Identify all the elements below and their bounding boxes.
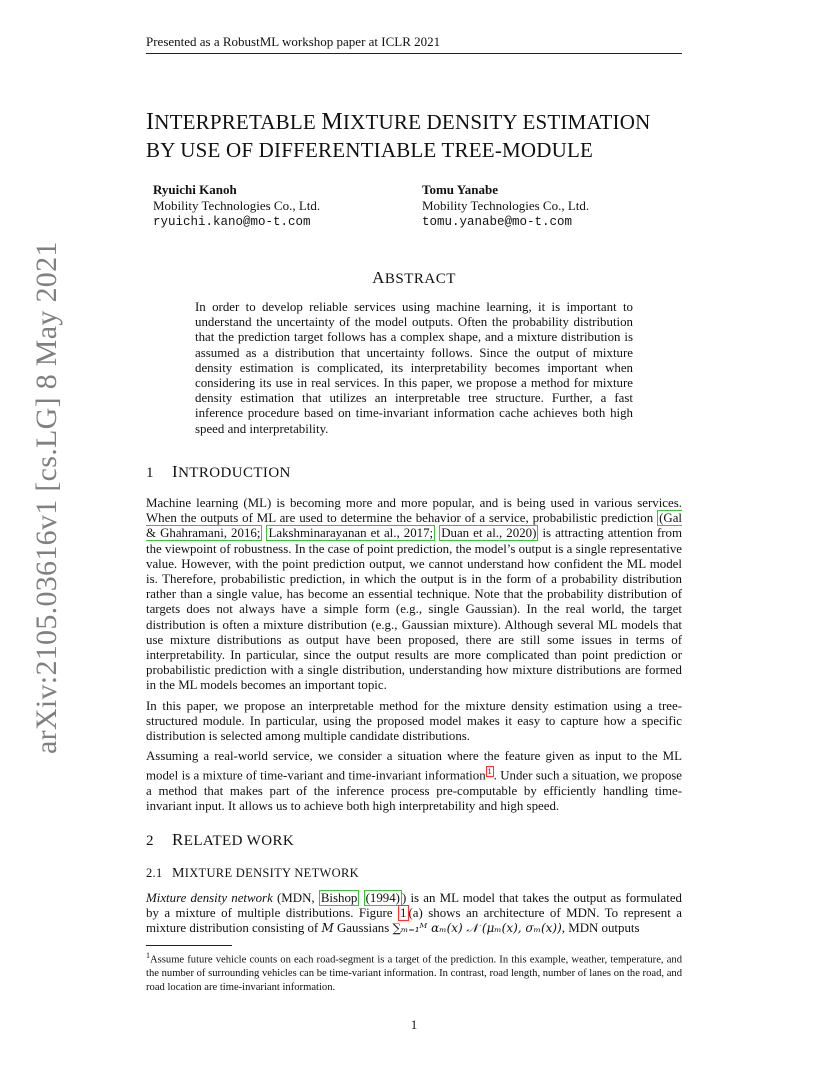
section-number: 1 bbox=[146, 465, 154, 481]
running-header: Presented as a RobustML workshop paper at ICLR 2021 bbox=[146, 34, 441, 49]
section-1-heading: 1 INTRODUCTION bbox=[146, 462, 291, 481]
title-line-1: INTERPRETABLE MIXTURE DENSITY ESTIMATION bbox=[146, 109, 651, 135]
section-2-heading: 2 RELATED WORK bbox=[146, 830, 295, 849]
author-name: Tomu Yanabe bbox=[422, 182, 498, 197]
header-rule bbox=[146, 53, 682, 54]
intro-paragraph-2: In this paper, we propose an interpretable method for the mixture density estimation using a tree-structured module. In particular, using the proposed model makes it easy to capture how a specific distribution is selected among multiple candidate distributions. bbox=[146, 699, 682, 744]
author-name: Ryuichi Kanoh bbox=[153, 182, 237, 197]
author-email[interactable]: ryuichi.kano@mo-t.com bbox=[153, 215, 311, 229]
author-email[interactable]: tomu.yanabe@mo-t.com bbox=[422, 215, 573, 229]
mixture-formula: ∑ₘ₌₁ᴹ αₘ(x) 𝒩 (μₘ(x), σₘ(x)) bbox=[392, 921, 562, 936]
figure-ref[interactable]: 1 bbox=[400, 906, 407, 921]
footnote-ref[interactable]: 1 bbox=[487, 767, 492, 777]
intro-paragraph-1: Machine learning (ML) is becoming more and more popular, and is being used in various services. When the outputs of ML are used to determine the behavior of a service, probabilistic prediction (Gal & Ghahramani, 2016; Lakshminarayanan et al., 2017; Duan et al., 2020) is attracting attention from the viewpoint of robustness. In the case of point prediction, the model’s output is a single representative value. However, with the point prediction output, we cannot understand how confident the ML model is. Therefore, probabilistic prediction, in which the output is in the form of a probability distribution rather than a single value, has become an essential technique. Note that the probability distribution of targets does not always have a simple form (e.g., single Gaussian). In the real world, the target distribution is often a mixture distribution (e.g., Gaussian mixture). Although several ML models that use mixture distributions as output have been proposed, there are still some issues in terms of interpretability. In particular, since the output results are more complicated than point prediction or probabilistic prediction with a single distribution, understanding how mixture distributions are formed in the ML models becomes an important topic. bbox=[146, 496, 683, 693]
subsection-number: 2.1 bbox=[146, 866, 163, 880]
section-number: 2 bbox=[146, 833, 154, 849]
author-affiliation: Mobility Technologies Co., Ltd. bbox=[153, 198, 321, 213]
subsection-2-1-heading: 2.1 MIXTURE DENSITY NETWORK bbox=[146, 866, 359, 881]
abstract-text: In order to develop reliable services using machine learning, it is important to understand the uncertainty of the model outputs. Often the probability distribution that the prediction target follows has a complex shape, and a mixture distribution is assumed as a distribution that uncertainty follows. Since the output of mixture density estimation is complicated, its interpretability becomes important when considering its use in real services. In this paper, we propose a method for mixture density estimation that utilizes an interpretable tree structure. Further, a fast inference procedure based on time-invariant information cache achieves both high speed and interpretability. bbox=[195, 300, 633, 436]
abstract-heading: ABSTRACT bbox=[372, 268, 456, 287]
citation-bishop-year[interactable]: (1994) bbox=[365, 891, 400, 905]
footnote-mark: 1 bbox=[146, 951, 150, 960]
footnote-rule bbox=[146, 945, 232, 946]
citation-duan[interactable]: Duan et al., 2020) bbox=[441, 526, 537, 541]
intro-paragraph-3: Assuming a real-world service, we consider a situation where the feature given as input to the ML model is a mixture of time-variant and time-invariant information $^1$ . Under such a situation, we propose a method that makes part of the inference process pre-computable by efficiently handling time-invariant input. It allows us to achieve both high interpretability and high speed. bbox=[146, 749, 683, 813]
author-affiliation: Mobility Technologies Co., Ltd. bbox=[422, 198, 590, 213]
related-paragraph-1: Mixture density network (MDN, Bishop (1994) ) is an ML model that takes the output as formulated by a mixture of multiple distributions. Figure 1 (a) shows an architecture of MDN. To represent a mixture distribution consisting of M Gaussians ∑ₘ₌₁ᴹ αₘ(x) 𝒩 (μₘ(x), σₘ(x)), MDN outputs bbox=[146, 891, 682, 936]
citation-gal[interactable]: (Gal & Ghahramani, 2016; bbox=[146, 511, 682, 541]
footnote: $^1$Assume future vehicle counts on each road-segment is a target of the prediction. In this example, weather, temperature, and the number of surrounding vehicles can be time-variant information. In contrast, road length, number of lanes on the road, and road location are time-invariant information. bbox=[146, 951, 682, 993]
author-block-1 bbox=[153, 182, 320, 230]
author-block-2 bbox=[422, 182, 589, 230]
citation-bishop[interactable]: Bishop bbox=[320, 891, 358, 905]
paper-title bbox=[146, 108, 706, 164]
arxiv-watermark: arXiv:2105.03616v1 [cs.LG] 8 May 2021 bbox=[30, 241, 63, 754]
title-line-2: BY USE OF DIFFERENTIABLE TREE-MODULE bbox=[146, 138, 594, 162]
citation-lakshminarayanan[interactable]: Lakshminarayanan et al., 2017; bbox=[268, 526, 434, 541]
page-number: 1 bbox=[410, 1017, 418, 1032]
